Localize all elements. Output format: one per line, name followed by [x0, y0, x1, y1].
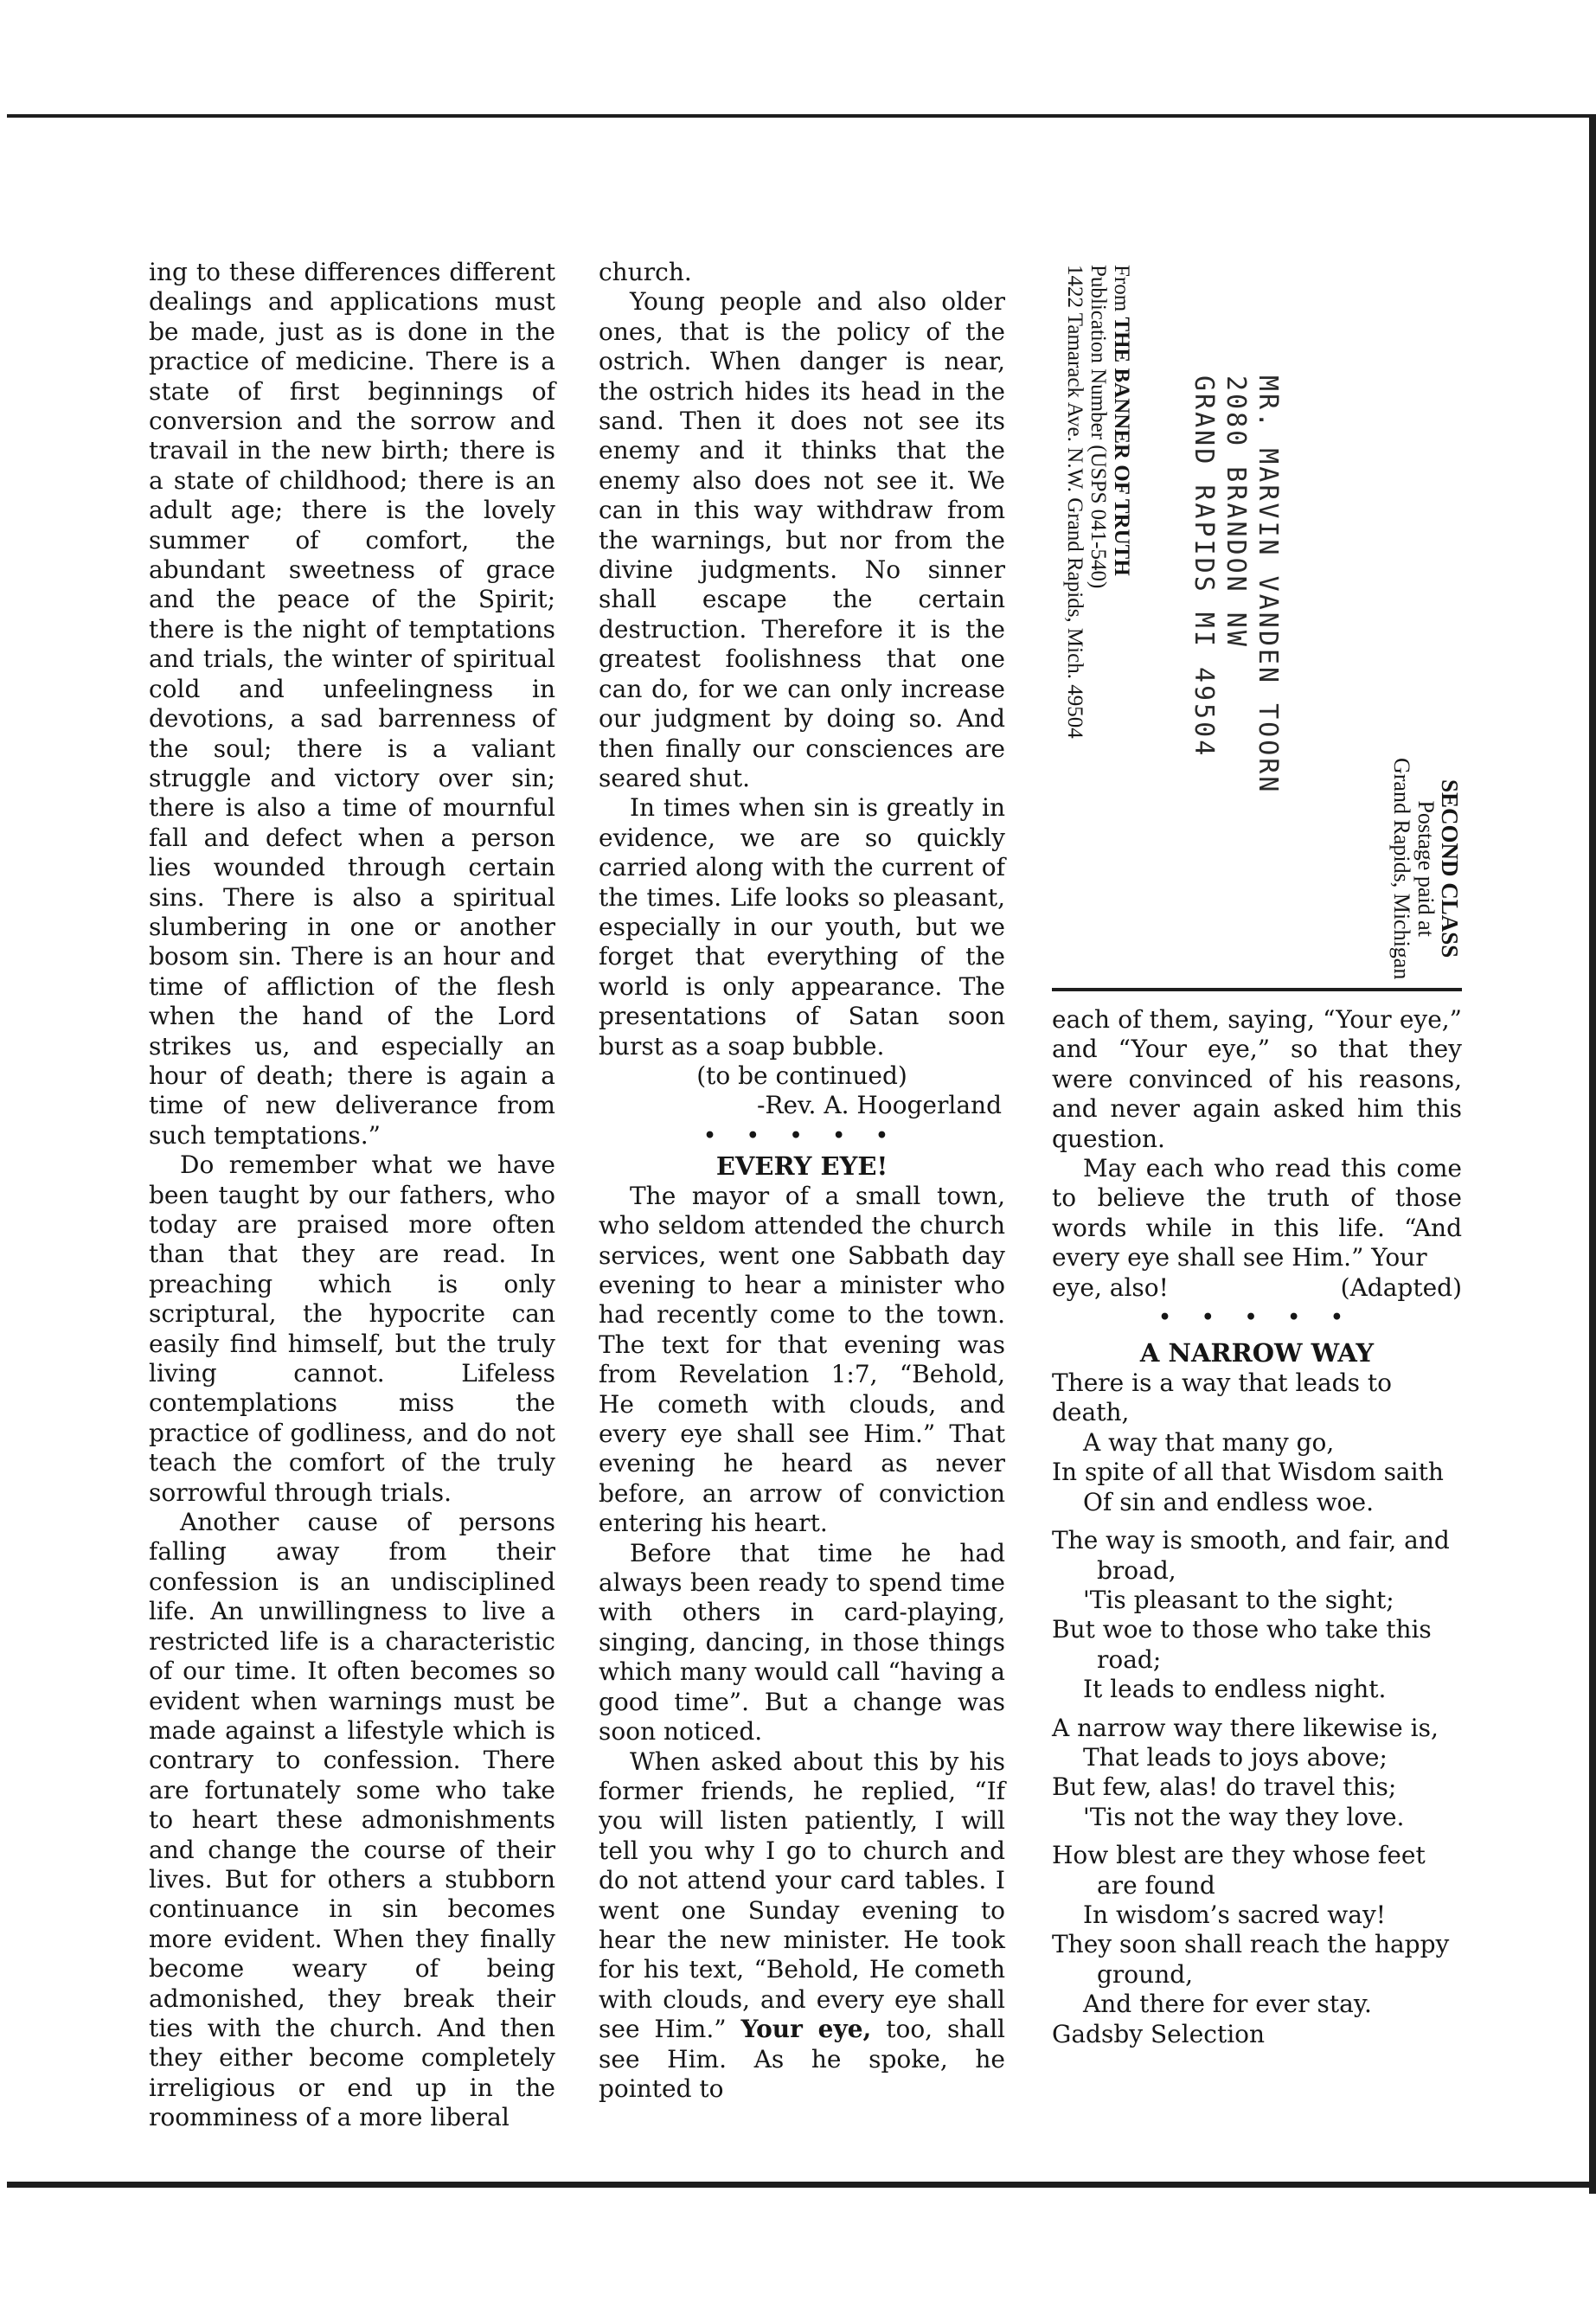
poem-line: 'Tis not the way they love. — [1083, 1802, 1405, 1831]
poem-line: A way that many go, — [1083, 1427, 1335, 1457]
stanza — [1052, 1714, 1462, 1833]
postage-indicia — [1389, 758, 1462, 979]
publication-number: Publication Number (USPS 041-540) — [1086, 265, 1110, 589]
poem-line: And there for ever stay. — [1083, 1990, 1372, 2019]
address-line: GRAND RAPIDS MI 49504 — [1189, 375, 1219, 759]
paragraph: each of them, saying, “Your eye,” and “Your eye,” so that they were convinced of his reasons, and never again asked him this question. — [1052, 1005, 1462, 1153]
paragraph: In times when sin is greatly in evidence, we are so quickly carried along with the current of the times. Life looks so pleasant, especially in our youth, but we forget that everything of the world is only appearance. The presentations of Satan soon burst as a soap bubble. — [599, 793, 1005, 1061]
article-heading: EVERY EYE! — [715, 1150, 888, 1181]
paragraph: The mayor of a small town, who seldom attended the church services, went one Sabbath day evening to hear a minister who had recently come to the town. The text for that evening was from Revelation 1:7, “Behold, He cometh with clouds, and every eye shall see Him.” That evening he heard as never before, an arrow of conviction entering his heart. — [599, 1181, 1005, 1538]
poem — [1052, 1368, 1462, 2049]
to-be-continued: (to be continued) — [696, 1061, 907, 1090]
address-line: 2080 BRANDON NW — [1221, 375, 1251, 649]
right-border — [1589, 114, 1596, 2194]
paragraph-end — [1052, 1273, 1462, 1303]
emphasis: Your eye, — [740, 2015, 872, 2044]
poem-line: The way is smooth, and fair, and broad, — [1052, 1526, 1450, 1585]
poem-source: Gadsby Selection — [1052, 2019, 1266, 2048]
mailing-divider — [1052, 988, 1462, 991]
column-1 — [149, 258, 555, 2133]
stanza — [1052, 1368, 1462, 1517]
paragraph: church. — [599, 258, 692, 286]
address-line: MR. MARVIN VANDEN TOORN — [1253, 375, 1283, 795]
bottom-border — [7, 2182, 1596, 2188]
poem-line: A narrow way there likewise is, — [1052, 1713, 1439, 1742]
paragraph: Do remember what we have been taught by our fathers, who today are praised more often than that they are read. In preaching which is only scriptural, the hypocrite can easily find himself, but the truly living cannot. Lifeless contemplations miss the practice of godliness, and do not teach the comfort of the truly sorrowful through trials. — [149, 1150, 555, 1507]
poem-line: They soon shall reach the happy ground, — [1052, 1930, 1450, 1989]
paragraph: May each who read this come to believe the truth of those words while in this life. “And every eye shall see Him.” Your — [1052, 1154, 1462, 1272]
postage-line: Postage paid at — [1413, 800, 1439, 937]
paragraph: Another cause of persons falling away from their confession is an undisciplined life. An unwillingness to live a restricted life is a characteristic of our time. It often becomes so evident when warnings must be made against a lifestyle which is contrary to confession. There are fortunately some who take to heart these admonishments and change the course of their lives. But for others a stubborn continuance in sin becomes more evident. When they finally become weary of being admonished, they break their ties with the church. And then they either become completely irreligious or end up in the roomminess of a more liberal — [149, 1508, 555, 2132]
paragraph — [599, 1747, 1005, 2105]
column-2 — [599, 258, 1005, 2104]
from-prefix: From — [1110, 265, 1133, 312]
poem-line: That leads to joys above; — [1083, 1742, 1388, 1772]
sender-address — [1063, 265, 1133, 739]
poem-line: But woe to those who take this road; — [1052, 1615, 1432, 1674]
poem-line: 'Tis pleasant to the sight; — [1083, 1585, 1394, 1614]
sender-street: 1422 Tamarack Ave. N.W. Grand Rapids, Mich. 49504 — [1063, 265, 1086, 739]
stanza — [1052, 1841, 1462, 2019]
paragraph-text: eye, also! — [1052, 1272, 1169, 1302]
top-border — [7, 114, 1596, 118]
stanza — [1052, 1526, 1462, 1704]
poem-line: Of sin and endless woe. — [1083, 1487, 1375, 1516]
section-divider: • • • • • — [703, 1124, 901, 1147]
poem-line: In wisdom’s sacred way! — [1083, 1900, 1387, 1929]
poem-line: In spite of all that Wisdom saith — [1052, 1458, 1444, 1487]
paragraph-text: too, shall see Him. As he spoke, he pointed to — [599, 2015, 1006, 2103]
paragraph: Young people and also older ones, that is the policy of the ostrich. When danger is near, the ostrich hides its head in the sand. Then it does not see its enemy and it thinks that the enemy also does not see it. We can in this way withdraw from the warnings, but nor from the divine judgments. No sinner shall escape the certain destruction. Therefore it is the greatest foolishness that one can do, for we can only increase our judgment by doing so. And then finally our consciences are seared shut. — [599, 287, 1005, 792]
mailing-label — [1052, 258, 1463, 980]
sender-name-line — [1110, 265, 1133, 739]
poem-line: There is a way that leads to death, — [1052, 1368, 1392, 1427]
section-divider: • • • • • — [1158, 1306, 1356, 1330]
poem-line: How blest are they whose feet are found — [1052, 1841, 1426, 1900]
poem-line: It leads to endless night. — [1083, 1675, 1387, 1704]
attribution: (Adapted) — [1340, 1272, 1462, 1302]
poem-heading: A NARROW WAY — [1139, 1338, 1375, 1368]
paragraph: ing to these differences different dealings and applications must be made, just as is done in the practice of medicine. There is a state of first beginnings of conversion and the sorrow and travail in the new birth; there is a state of childhood; there is an adult age; there is the lovely summer of comfort, the abundant sweetness of grace and the peace of the Spirit; there is the night of temptations and trials, the winter of spiritual cold and unfeelingness in devotions, a sad barrenness of the soul; there is a valiant struggle and victory over sin; there is also a time of mournful fall and defect when a person lies wounded through certain sins. There is also a spiritual slumbering in one or another bosom sin. There is an hour and time of affliction of the flesh when the hand of the Lord strikes us, and especially an hour of death; there is again a time of new deliverance from such temptations.” — [149, 258, 555, 1150]
paragraph: Before that time he had always been ready to spend time with others in card-playing, singing, dancing, in those things which many would call “having a good time”. But a change was soon noticed. — [599, 1538, 1005, 1747]
paragraph-text: When asked about this by his former friends, he replied, “If you will listen patiently, I will tell you why I go to church and do not attend your card tables. I went one Sunday evening to hear the new minister. He took for his text, “Behold, He cometh with clouds, and every eye shall see Him.” — [599, 1747, 1005, 2044]
postage-city: Grand Rapids, Michigan — [1389, 758, 1414, 980]
poem-line: But few, alas! do travel this; — [1052, 1772, 1397, 1802]
column-3 — [1052, 1005, 1462, 2049]
recipient-address — [1188, 375, 1284, 794]
mail-class: SECOND CLASS — [1437, 779, 1463, 958]
article-author: -Rev. A. Hoogerland — [756, 1091, 1002, 1120]
publication-name: THE BANNER OF TRUTH — [1110, 317, 1133, 576]
